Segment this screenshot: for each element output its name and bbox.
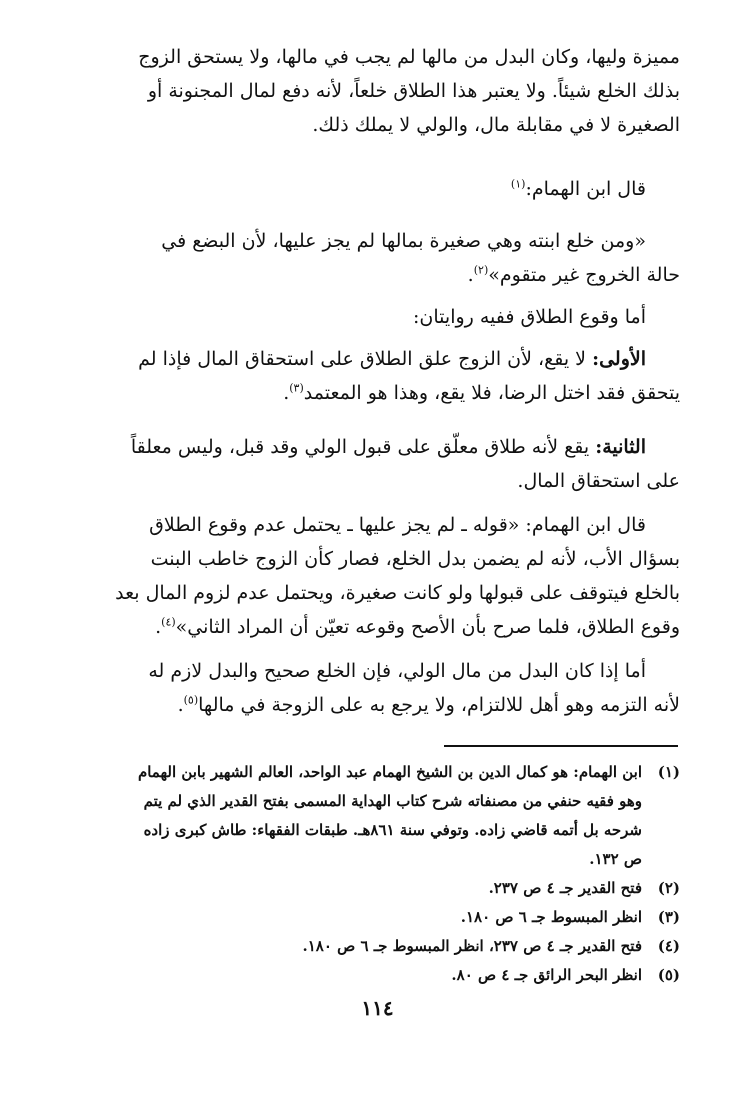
citation-intro: قال ابن الهمام: [525,178,646,200]
text-line: لأنه التزمه وهو أهل للالتزام، ولا يرجع به على الزوجة في مالها$^{(٥)}$. [177,693,680,716]
footnote-item [74,874,680,903]
text-line: على استحقاق المال. [517,470,680,492]
quote-end: حالة الخروج غير متقوم» [488,264,680,286]
footnote-line: ص ١٣٢. [589,850,642,868]
text-line: أما وقوع الطلاق ففيه روايتان: [413,306,646,328]
lead-term: الثانية: [595,436,646,458]
footnote-line: انظر المبسوط جـ ٦ ص ١٨٠. [460,908,642,926]
paragraph-7 [74,508,680,644]
text-line: قال ابن الهمام: «قوله ـ لم يجز عليها ـ يحتمل عدم وقوع الطلاق [149,514,646,536]
text-line: وقوع الطلاق، فلما صرح بأن الأصح وقوعه تعيّن أن المراد الثاني»$^{(٤)}$. [155,615,680,638]
footnote-text [74,932,642,961]
text-line: مميزة وليها، وكان البدل من مالها لم يجب في مالها، ولا يستحق الزوج [138,46,680,68]
text-line [74,342,680,376]
footnote-line: فتح القدير جـ ٤ ص ٢٣٧، انظر المبسوط جـ ٦ ص ١٨٠. [302,937,642,955]
footnote-item [74,961,680,990]
paragraph-3 [74,224,680,292]
paragraph-2 [74,172,680,206]
footnote-ref: (٢) [473,263,489,277]
footnote-number: (٤) [657,937,680,955]
text-line: بالخلع فيتوقف على قبولها ولو كانت صغيرة، ويحتمل عدم لزوم المال بعد [115,582,680,604]
paragraph-6 [74,430,680,498]
footnote-ref: (٣) [289,381,304,395]
footnote-text [74,903,642,932]
footnote-number: (٣) [657,908,680,926]
footnote-item [74,903,680,932]
line-text: يقع لأنه طلاق معلّق على قبول الولي وقد قبل، وليس معلقاً [130,436,596,458]
paragraph-8 [74,654,680,722]
footnotes [74,758,680,990]
line-text: لا يقع، لأن الزوج علق الطلاق على استحقاق المال فإذا لم [138,348,593,370]
footnote-number: (١) [657,763,680,781]
paragraph-4 [74,300,680,334]
footnote-item [74,758,680,874]
footnote-divider [444,745,678,747]
text-line: حالة الخروج غير متقوم»$^{(٢)}$. [467,263,680,286]
lead-term: الأولى: [592,348,646,370]
text-line: بسؤال الأب، لأنه لم يضمن بدل الخلع، فصار كأن الزوج خاطب البنت [150,548,680,570]
line-text: يتحقق فقد اختل الرضا، فلا يقع، وهذا هو المعتمد [303,382,680,404]
footnote-number: (٥) [657,966,680,984]
text-line: «ومن خلع ابنته وهي صغيرة بمالها لم يجز عليها، لأن البضع في [161,230,646,252]
paragraph-5 [74,342,680,410]
quote-end: وقوع الطلاق، فلما صرح بأن الأصح وقوعه تعيّن أن المراد الثاني» [175,616,680,638]
page-number: ١١٤ [361,996,394,1020]
footnote-number: (٢) [657,879,680,897]
footnote-line: ابن الهمام: هو كمال الدين بن الشيخ الهمام عبد الواحد، العالم الشهير بابن الهمام [137,763,642,781]
text-line: يتحقق فقد اختل الرضا، فلا يقع، وهذا هو المعتمد$^{(٣)}$. [283,381,680,404]
line-text: لأنه التزمه وهو أهل للالتزام، ولا يرجع به على الزوجة في مالها [198,694,680,716]
footnote-ref: (١) [510,177,526,191]
text-line: أما إذا كان البدل من مال الولي، فإن الخلع صحيح والبدل لازم له [148,660,646,682]
footnote-text [74,961,642,990]
text-line: الصغيرة لا في مقابلة مال، والولي لا يملك ذلك. [312,114,680,136]
footnote-line: انظر البحر الرائق جـ ٤ ص ٨٠. [451,966,642,984]
footnote-text [74,874,642,903]
footnote-ref: (٥) [183,693,199,707]
footnote-ref: (٤) [161,615,176,629]
text-line [74,172,680,206]
footnote-line: وهو فقيه حنفي من مصنفاته شرح كتاب الهداية المسمى بفتح القدير الذي لم يتم [143,792,642,810]
footnote-line: شرحه بل أتمه قاضي زاده. وتوفي سنة ٨٦١هـ. طبقات الفقهاء: طاش كبرى زاده [143,821,642,839]
footnote-item [74,932,680,961]
paragraph-1 [74,40,680,142]
footnote-line: فتح القدير جـ ٤ ص ٢٣٧. [488,879,642,897]
text-line: بذلك الخلع شيئاً. ولا يعتبر هذا الطلاق خلعاً، لأنه دفع لمال المجنونة أو [147,80,680,102]
text-line [74,430,680,464]
footnote-text [74,758,642,874]
